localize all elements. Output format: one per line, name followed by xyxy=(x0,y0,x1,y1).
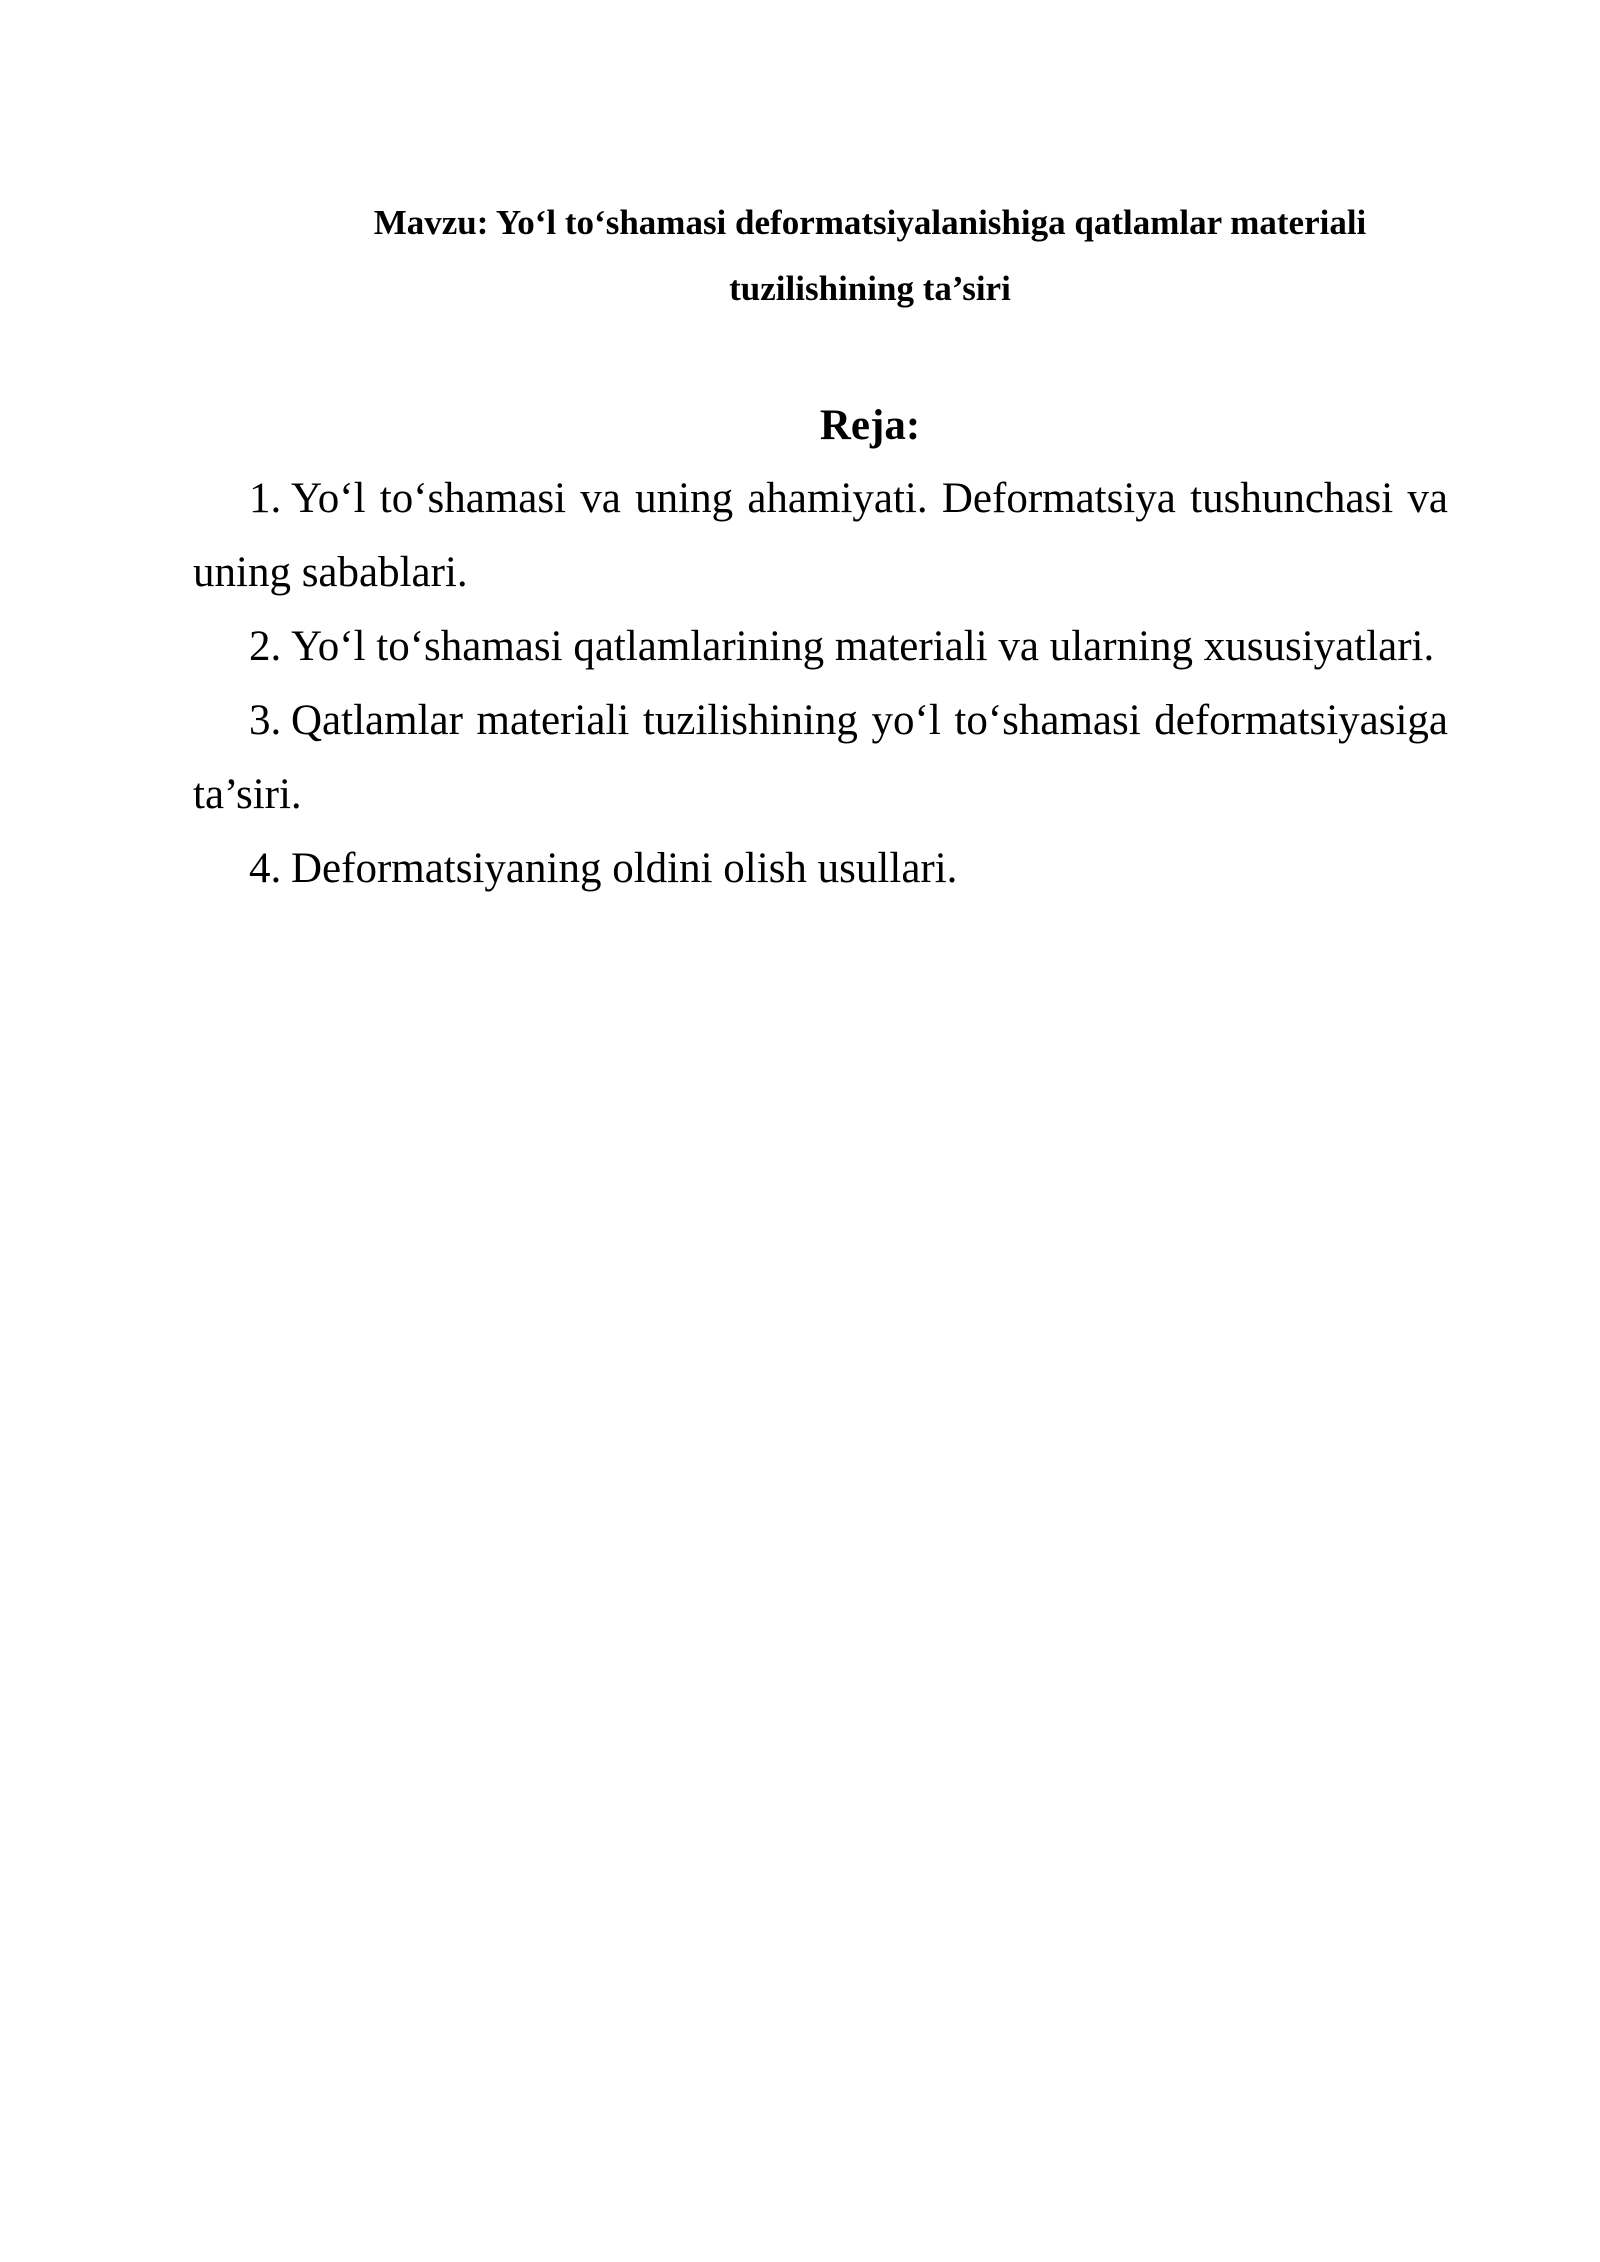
plan-item-number: 4. xyxy=(249,845,282,892)
plan-item-4 xyxy=(193,832,1448,906)
plan-item-3 xyxy=(193,684,1448,832)
plan-list xyxy=(193,462,1448,906)
plan-item-text: Deformatsiyaning oldini olish usullari. xyxy=(291,845,958,892)
plan-item-text: Yo‘l to‘shamasi va uning ahamiyati. Deformatsiya tushunchasi va uning sabablari. xyxy=(193,475,1448,596)
plan-item-number: 1. xyxy=(249,475,282,522)
plan-item-number: 2. xyxy=(249,623,282,670)
document-title xyxy=(300,190,1440,322)
plan-item-number: 3. xyxy=(249,697,282,744)
title-line-1: Mavzu: Yo‘l to‘shamasi deformatsiyalanishiga qatlamlar materiali xyxy=(373,203,1367,242)
title-line-2: tuzilishining ta’siri xyxy=(729,269,1011,308)
plan-item-text: Yo‘l to‘shamasi qatlamlarining materiali va ularning xususiyatlari. xyxy=(291,623,1435,670)
plan-item-1 xyxy=(193,462,1448,610)
plan-heading: Reja: xyxy=(819,402,921,449)
plan-item-text: Qatlamlar materiali tuzilishining yo‘l to‘shamasi deformatsiyasiga ta’siri. xyxy=(193,697,1448,818)
plan-item-2 xyxy=(193,610,1448,684)
